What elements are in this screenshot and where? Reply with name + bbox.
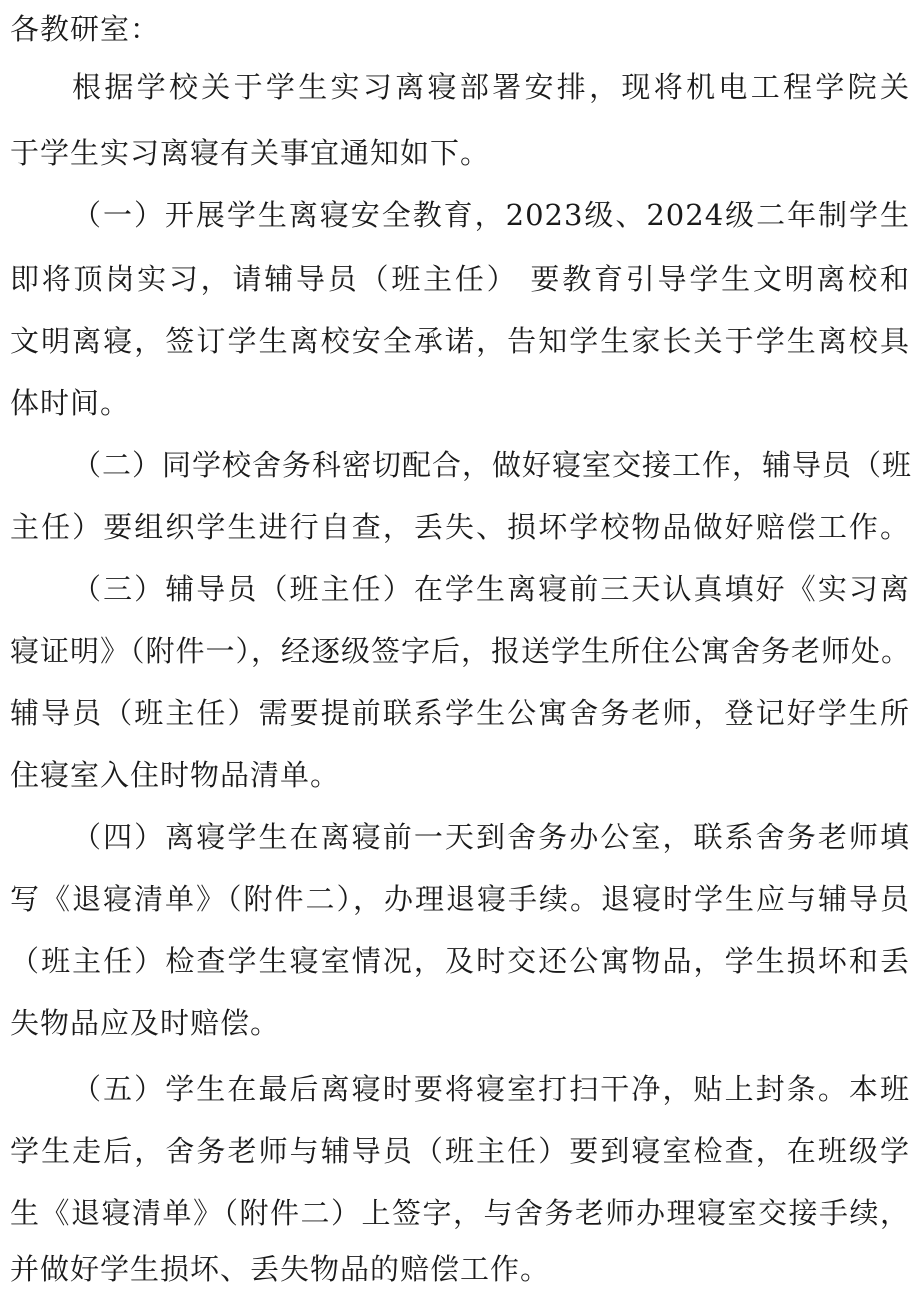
paragraph-4-line-2: 写《退寝清单》（附件二），办理退寝手续。退寝时学生应与辅导员 [10,882,910,916]
paragraph-intro-line-1: 根据学校关于学生实习离寝部署安排，现将机电工程学院关 [72,70,910,104]
paragraph-3-line-2: 寝证明》（附件一），经逐级签字后，报送学生所住公寓舍务老师处。 [10,634,912,668]
paragraph-1-line-1: （一）开展学生离寝安全教育，2023级、2024级二年制学生 [72,198,910,232]
paragraph-3-line-1: （三）辅导员（班主任）在学生离寝前三天认真填好《实习离 [72,572,910,606]
paragraph-4-line-3: （班主任）检查学生寝室情况，及时交还公寓物品，学生损坏和丢 [10,944,910,978]
paragraph-5-line-2: 学生走后，舍务老师与辅导员（班主任）要到寝室检查，在班级学 [10,1134,910,1168]
paragraph-4-line-4: 失物品应及时赔偿。 [10,1006,281,1040]
paragraph-2-line-2: 主任）要组织学生进行自查，丢失、损坏学校物品做好赔偿工作。 [10,510,910,544]
paragraph-5-line-4: 并做好学生损坏、丢失物品的赔偿工作。 [10,1252,551,1286]
salutation: 各教研室： [10,12,161,46]
paragraph-4-line-1: （四）离寝学生在离寝前一天到舍务办公室，联系舍务老师填 [72,820,910,854]
paragraph-1-line-4: 体时间。 [10,386,131,420]
paragraph-5-line-1: （五）学生在最后离寝时要将寝室打扫干净，贴上封条。本班 [72,1072,910,1106]
paragraph-intro-line-2: 于学生实习离寝有关事宜通知如下。 [10,136,491,170]
paragraph-5-line-3: 生《退寝清单》（附件二）上签字，与舍务老师办理寝室交接手续， [10,1196,910,1230]
paragraph-3-line-4: 住寝室入住时物品清单。 [10,758,341,792]
paragraph-2-line-1: （二）同学校舍务科密切配合，做好寝室交接工作，辅导员（班 [72,448,913,482]
paragraph-3-line-3: 辅导员（班主任）需要提前联系学生公寓舍务老师，登记好学生所 [10,696,910,730]
paragraph-1-line-2: 即将顶岗实习，请辅导员（班主任） 要教育引导学生文明离校和 [10,262,910,296]
paragraph-1-line-3: 文明离寝，签订学生离校安全承诺，告知学生家长关于学生离校具 [10,324,910,358]
